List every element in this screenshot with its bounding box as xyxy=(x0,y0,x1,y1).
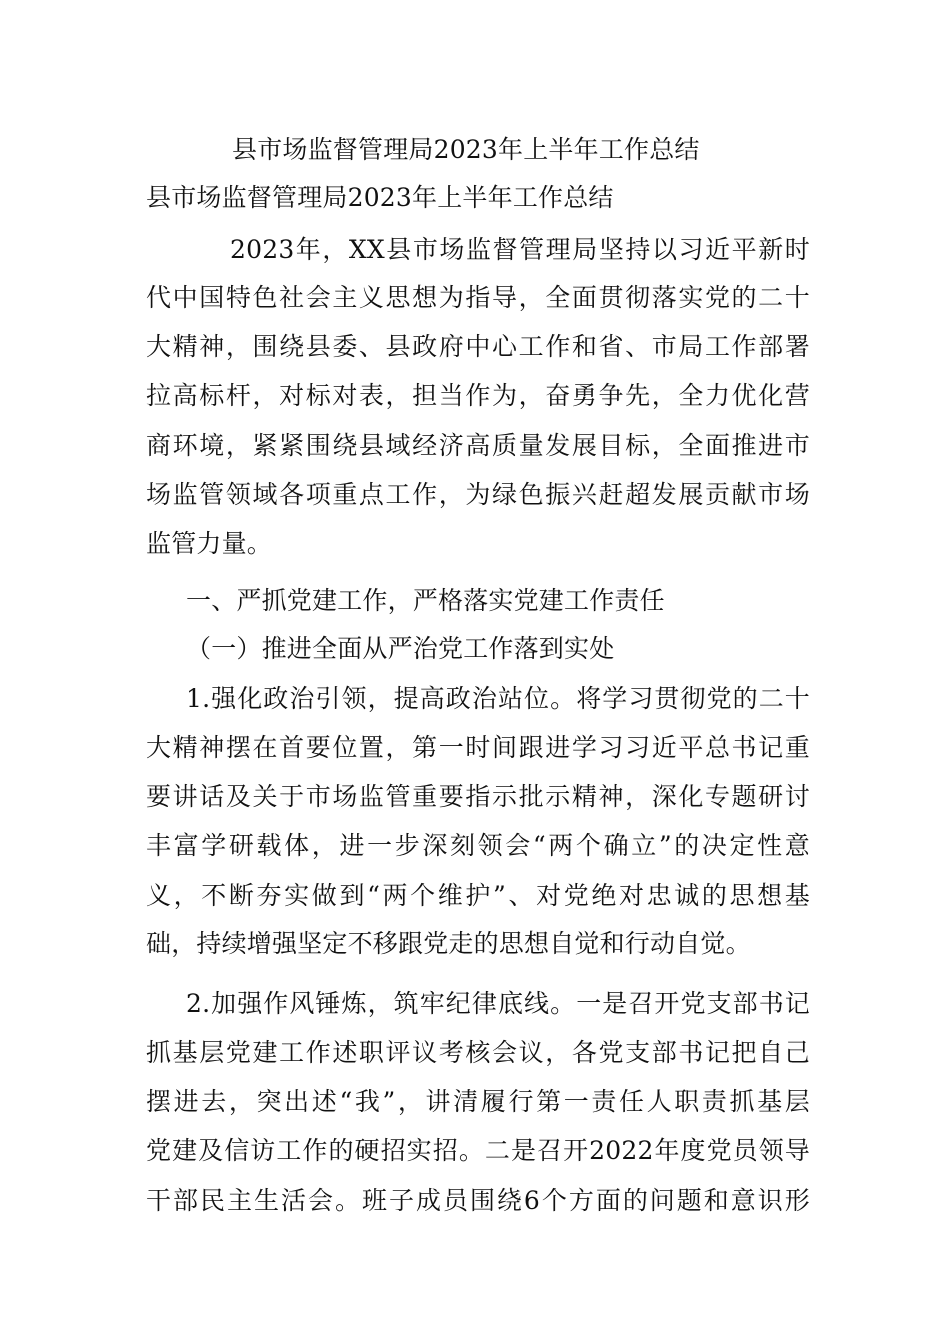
item-1-line-1: 1.强化政治引领，提高政治站位。将学习贯彻党的二十 xyxy=(186,684,810,713)
section-heading-1: 一、严抓党建工作，严格落实党建工作责任 xyxy=(186,586,665,615)
intro-line-5: 商环境，紧紧围绕县域经济高质量发展目标，全面推进市 xyxy=(146,431,810,460)
intro-line-3: 大精神，围绕县委、县政府中心工作和省、市局工作部署 xyxy=(146,332,810,361)
item-1-line-6: 础，持续增强坚定不移跟党走的思想自觉和行动自觉。 xyxy=(146,929,751,958)
item-2-line-4: 党建及信访工作的硬招实招。二是召开2022年度党员领导 xyxy=(146,1136,810,1165)
item-1-line-4: 丰富学研载体，进一步深刻领会“两个确立”的决定性意 xyxy=(146,831,810,860)
document-title-repeat: 县市场监督管理局2023年上半年工作总结 xyxy=(146,183,614,212)
subsection-heading-1: （一）推进全面从严治党工作落到实处 xyxy=(186,634,615,663)
intro-line-1: 2023年，XX县市场监督管理局坚持以习近平新时 xyxy=(230,235,810,264)
intro-line-6: 场监管领域各项重点工作，为绿色振兴赶超发展贡献市场 xyxy=(146,480,810,509)
item-1-line-2: 大精神摆在首要位置，第一时间跟进学习习近平总书记重 xyxy=(146,733,810,762)
intro-line-7: 监管力量。 xyxy=(146,529,273,558)
document-title: 县市场监督管理局2023年上半年工作总结 xyxy=(232,135,700,164)
item-1-line-5: 义，不断夯实做到“两个维护”、对党绝对忠诚的思想基 xyxy=(146,881,810,910)
intro-line-2: 代中国特色社会主义思想为指导，全面贯彻落实党的二十 xyxy=(146,283,810,312)
item-2-line-3: 摆进去，突出述“我”，讲清履行第一责任人职责抓基层 xyxy=(146,1087,810,1116)
item-2-line-5: 干部民主生活会。班子成员围绕6个方面的问题和意识形 xyxy=(146,1186,810,1215)
intro-line-4: 拉高标杆，对标对表，担当作为，奋勇争先，全力优化营 xyxy=(146,381,810,410)
item-2-line-2: 抓基层党建工作述职评议考核会议，各党支部书记把自己 xyxy=(146,1038,810,1067)
item-2-line-1: 2.加强作风锤炼，筑牢纪律底线。一是召开党支部书记 xyxy=(186,989,810,1018)
item-1-line-3: 要讲话及关于市场监管重要指示批示精神，深化专题研讨 xyxy=(146,782,810,811)
